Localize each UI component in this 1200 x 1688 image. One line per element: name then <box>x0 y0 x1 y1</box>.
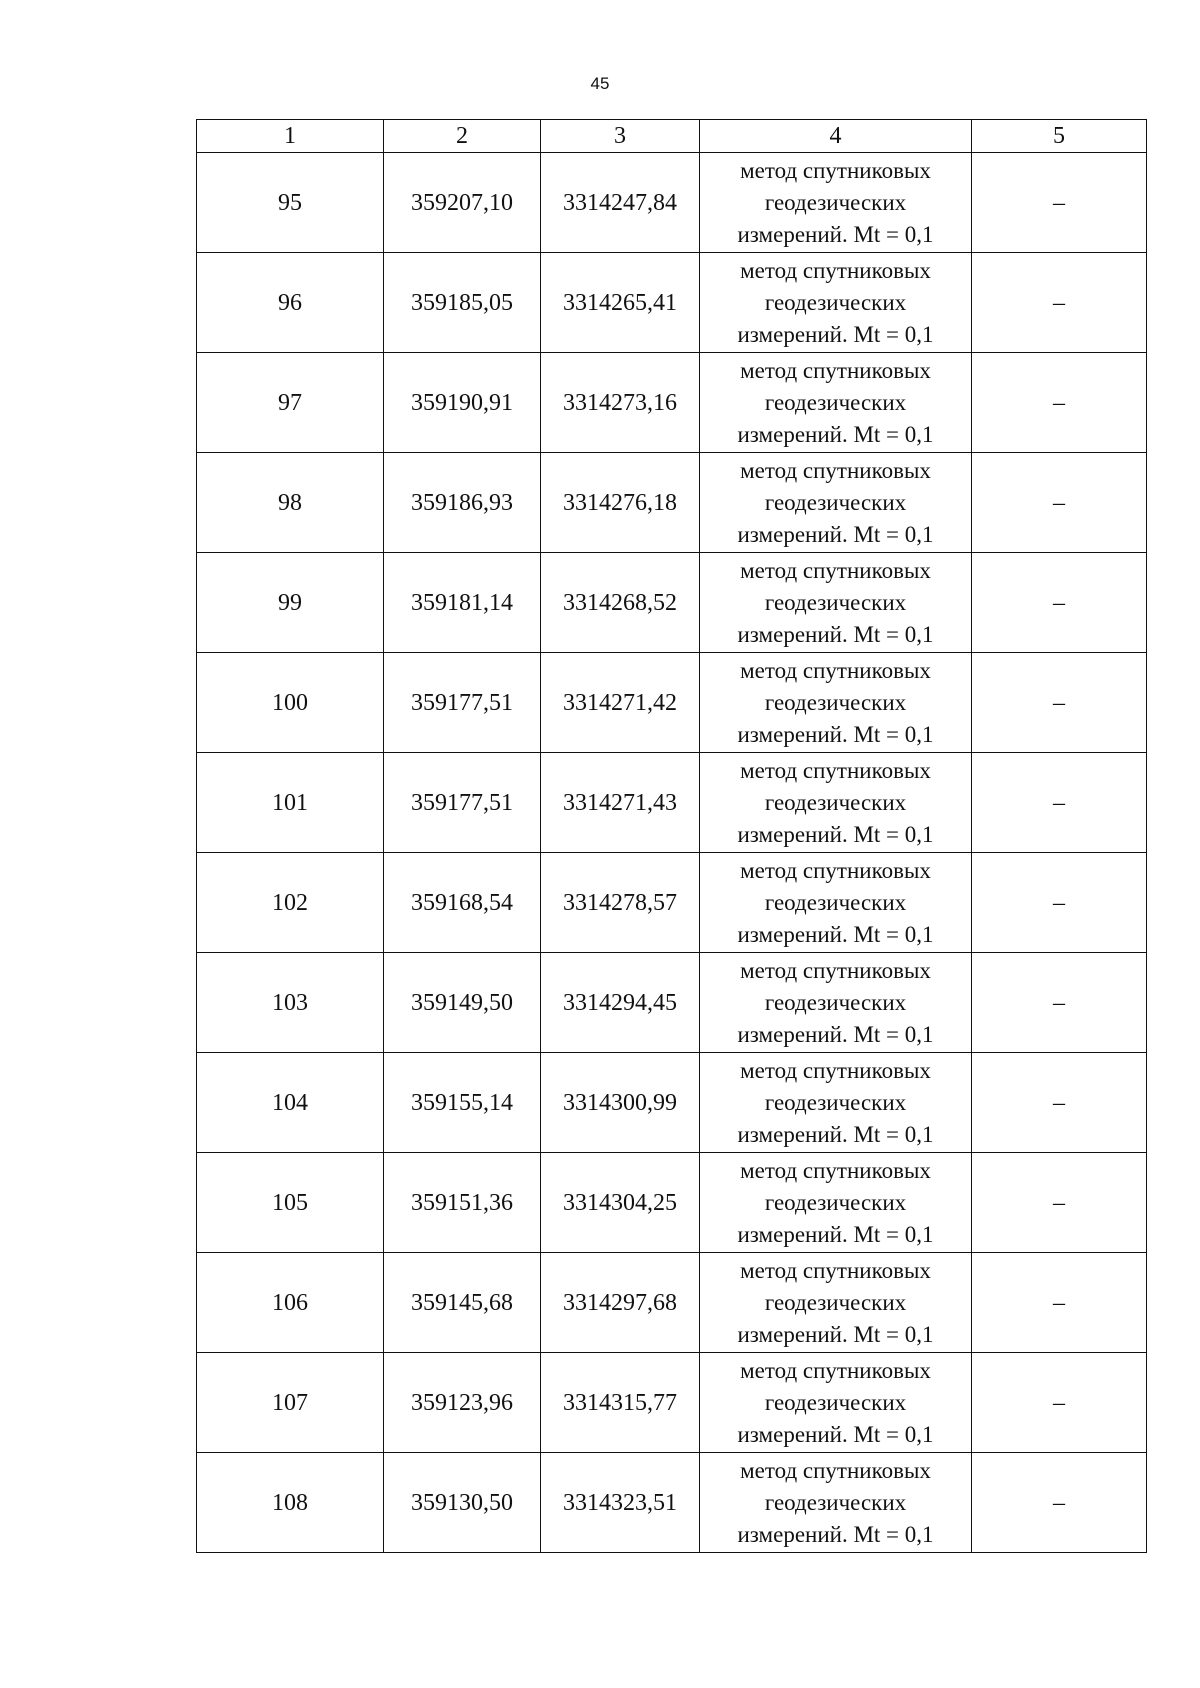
table-row <box>197 1353 1147 1453</box>
method-description <box>700 153 972 253</box>
note: – <box>972 153 1147 253</box>
method-line: геодезических <box>764 789 907 815</box>
point-number: 99 <box>197 553 384 653</box>
note: – <box>972 553 1147 653</box>
method-line: измерений. Mt = 0,1 <box>737 1021 934 1047</box>
y-coordinate: 3314294,45 <box>541 953 700 1053</box>
method-line: геодезических <box>764 389 907 415</box>
y-coordinate: 3314273,16 <box>541 353 700 453</box>
method-line: измерений. Mt = 0,1 <box>737 521 934 547</box>
table-header <box>197 120 1147 153</box>
x-coordinate: 359190,91 <box>384 353 541 453</box>
table-row <box>197 953 1147 1053</box>
x-coordinate: 359149,50 <box>384 953 541 1053</box>
method-line: геодезических <box>764 589 907 615</box>
note: – <box>972 1353 1147 1453</box>
point-number: 107 <box>197 1353 384 1453</box>
method-line: метод спутниковых <box>740 1057 931 1083</box>
y-coordinate: 3314315,77 <box>541 1353 700 1453</box>
method-description <box>700 553 972 653</box>
y-coordinate: 3314247,84 <box>541 153 700 253</box>
method-description <box>700 1453 972 1553</box>
table-body <box>197 153 1147 1553</box>
method-line: метод спутниковых <box>740 1457 931 1483</box>
y-coordinate: 3314278,57 <box>541 853 700 953</box>
point-number: 97 <box>197 353 384 453</box>
method-line: метод спутниковых <box>740 1357 931 1383</box>
method-description <box>700 953 972 1053</box>
coordinates-table <box>196 119 1147 1553</box>
x-coordinate: 359155,14 <box>384 1053 541 1153</box>
x-coordinate: 359181,14 <box>384 553 541 653</box>
point-number: 101 <box>197 753 384 853</box>
method-description <box>700 653 972 753</box>
point-number: 95 <box>197 153 384 253</box>
x-coordinate: 359185,05 <box>384 253 541 353</box>
method-description <box>700 753 972 853</box>
point-number: 108 <box>197 1453 384 1553</box>
point-number: 106 <box>197 1253 384 1353</box>
method-line: измерений. Mt = 0,1 <box>737 821 934 847</box>
method-line: геодезических <box>764 1089 907 1115</box>
note: – <box>972 853 1147 953</box>
page-number: 45 <box>590 74 610 93</box>
note: – <box>972 953 1147 1053</box>
x-coordinate: 359130,50 <box>384 1453 541 1553</box>
method-line: метод спутниковых <box>740 1157 931 1183</box>
note: – <box>972 253 1147 353</box>
y-coordinate: 3314271,42 <box>541 653 700 753</box>
note: – <box>972 1153 1147 1253</box>
method-line: измерений. Mt = 0,1 <box>737 221 934 247</box>
method-line: метод спутниковых <box>740 457 931 483</box>
y-coordinate: 3314271,43 <box>541 753 700 853</box>
note: – <box>972 453 1147 553</box>
method-line: измерений. Mt = 0,1 <box>737 321 934 347</box>
note: – <box>972 1053 1147 1153</box>
method-description <box>700 353 972 453</box>
method-line: измерений. Mt = 0,1 <box>737 1421 934 1447</box>
method-description <box>700 1353 972 1453</box>
point-number: 104 <box>197 1053 384 1153</box>
table-row <box>197 153 1147 253</box>
note: – <box>972 353 1147 453</box>
method-line: метод спутниковых <box>740 357 931 383</box>
y-coordinate: 3314297,68 <box>541 1253 700 1353</box>
method-description <box>700 453 972 553</box>
point-number: 102 <box>197 853 384 953</box>
table-row <box>197 653 1147 753</box>
method-line: измерений. Mt = 0,1 <box>737 1321 934 1347</box>
method-line: геодезических <box>764 189 907 215</box>
y-coordinate: 3314265,41 <box>541 253 700 353</box>
method-line: метод спутниковых <box>740 157 931 183</box>
method-line: геодезических <box>764 989 907 1015</box>
table-row <box>197 553 1147 653</box>
x-coordinate: 359177,51 <box>384 653 541 753</box>
y-coordinate: 3314300,99 <box>541 1053 700 1153</box>
x-coordinate: 359151,36 <box>384 1153 541 1253</box>
method-line: измерений. Mt = 0,1 <box>737 1521 934 1547</box>
method-line: измерений. Mt = 0,1 <box>737 621 934 647</box>
table-row <box>197 1153 1147 1253</box>
y-coordinate: 3314268,52 <box>541 553 700 653</box>
x-coordinate: 359145,68 <box>384 1253 541 1353</box>
point-number: 105 <box>197 1153 384 1253</box>
method-line: геодезических <box>764 889 907 915</box>
note: – <box>972 753 1147 853</box>
method-line: измерений. Mt = 0,1 <box>737 921 934 947</box>
header-col-4: 4 <box>700 120 972 153</box>
header-col-1: 1 <box>197 120 384 153</box>
method-line: метод спутниковых <box>740 757 931 783</box>
table-row <box>197 1253 1147 1353</box>
table-row <box>197 253 1147 353</box>
x-coordinate: 359207,10 <box>384 153 541 253</box>
method-line: геодезических <box>764 1489 907 1515</box>
table-row <box>197 453 1147 553</box>
x-coordinate: 359177,51 <box>384 753 541 853</box>
note: – <box>972 653 1147 753</box>
y-coordinate: 3314276,18 <box>541 453 700 553</box>
point-number: 100 <box>197 653 384 753</box>
point-number: 98 <box>197 453 384 553</box>
note: – <box>972 1253 1147 1353</box>
method-description <box>700 1153 972 1253</box>
method-line: геодезических <box>764 1389 907 1415</box>
header-col-5: 5 <box>972 120 1147 153</box>
point-number: 96 <box>197 253 384 353</box>
x-coordinate: 359123,96 <box>384 1353 541 1453</box>
method-description <box>700 1253 972 1353</box>
x-coordinate: 359186,93 <box>384 453 541 553</box>
method-description <box>700 253 972 353</box>
method-description <box>700 853 972 953</box>
table-row <box>197 1453 1147 1553</box>
method-line: геодезических <box>764 289 907 315</box>
header-col-3: 3 <box>541 120 700 153</box>
method-line: измерений. Mt = 0,1 <box>737 721 934 747</box>
header-col-2: 2 <box>384 120 541 153</box>
method-line: геодезических <box>764 689 907 715</box>
method-line: измерений. Mt = 0,1 <box>737 421 934 447</box>
y-coordinate: 3314323,51 <box>541 1453 700 1553</box>
point-number: 103 <box>197 953 384 1053</box>
method-description <box>700 1053 972 1153</box>
method-line: геодезических <box>764 1289 907 1315</box>
method-line: метод спутниковых <box>740 257 931 283</box>
x-coordinate: 359168,54 <box>384 853 541 953</box>
method-line: измерений. Mt = 0,1 <box>737 1121 934 1147</box>
method-line: геодезических <box>764 489 907 515</box>
header-row <box>197 120 1147 153</box>
note: – <box>972 1453 1147 1553</box>
method-line: метод спутниковых <box>740 857 931 883</box>
method-line: метод спутниковых <box>740 957 931 983</box>
y-coordinate: 3314304,25 <box>541 1153 700 1253</box>
table-row <box>197 353 1147 453</box>
method-line: метод спутниковых <box>740 657 931 683</box>
method-line: измерений. Mt = 0,1 <box>737 1221 934 1247</box>
table-row <box>197 1053 1147 1153</box>
method-line: метод спутниковых <box>740 1257 931 1283</box>
table-row <box>197 853 1147 953</box>
table-row <box>197 753 1147 853</box>
method-line: геодезических <box>764 1189 907 1215</box>
method-line: метод спутниковых <box>740 557 931 583</box>
